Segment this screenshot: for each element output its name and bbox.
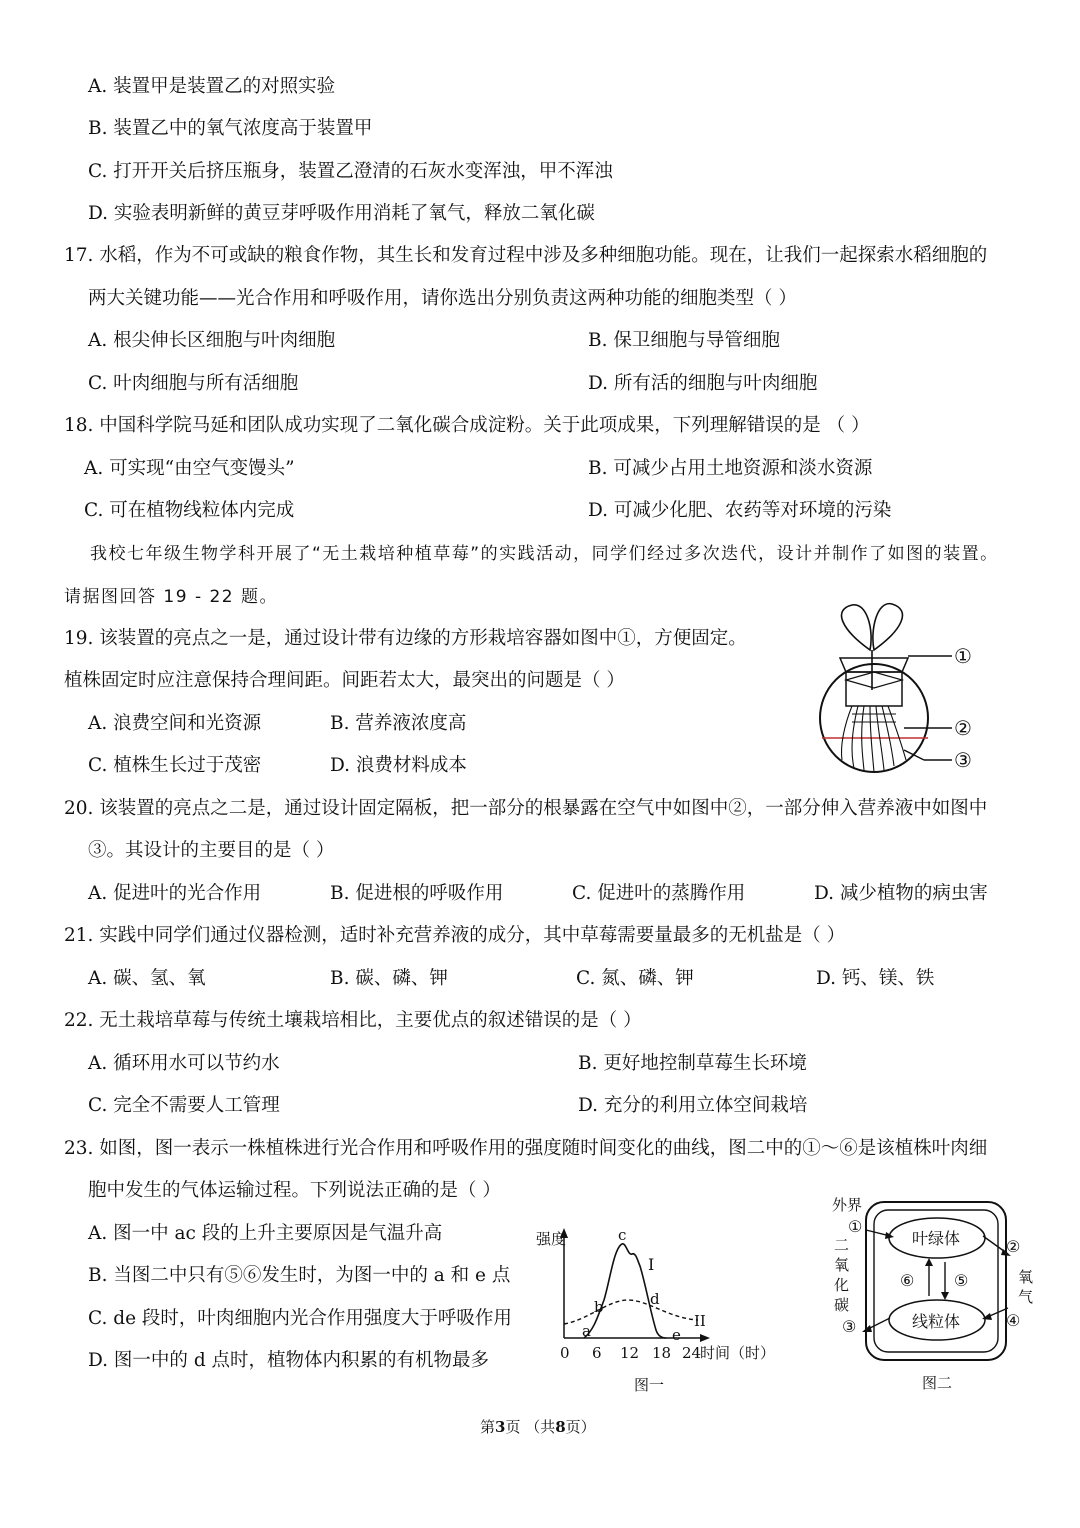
page-footer xyxy=(480,1414,596,1440)
arrow-1-head xyxy=(885,1232,894,1239)
co2-char-2: 氧 xyxy=(834,1256,850,1274)
q18-option-a: A. 可实现“由空气变馒头” xyxy=(84,458,295,479)
q22-stem: 22. 无土栽培草莓与传统土壤栽培相比，主要优点的叙述错误的是（ ） xyxy=(64,1010,642,1031)
q20-option-c: C. 促进叶的蒸腾作用 xyxy=(572,883,746,904)
outside-label: 外界 xyxy=(832,1196,863,1214)
q23-stem-line2: 胞中发生的气体运输过程。下列说法正确的是（ ） xyxy=(88,1180,501,1201)
q16-option-b: B. 装置乙中的氧气浓度高于装置甲 xyxy=(88,118,373,139)
co2-char-3: 化 xyxy=(834,1276,850,1294)
q23-option-b: B. 当图二中只有⑤⑥发生时，为图一中的 a 和 e 点 xyxy=(88,1265,511,1286)
q18-stem: 18. 中国科学院马延和团队成功实现了二氧化碳合成淀粉。关于此项成果，下列理解错误的是 （ ） xyxy=(64,415,870,436)
q20-option-a: A. 促进叶的光合作用 xyxy=(88,883,262,904)
q20-option-d: D. 减少植物的病虫害 xyxy=(814,883,988,904)
q18-option-d: D. 可减少化肥、农药等对环境的污染 xyxy=(588,500,892,521)
footer-post: 页） xyxy=(565,1418,596,1436)
arrow-5-head xyxy=(941,1292,949,1300)
q16-option-d: D. 实验表明新鲜的黄豆芽呼吸作用消耗了氧气，释放二氧化碳 xyxy=(88,203,595,224)
q22-option-c: C. 完全不需要人工管理 xyxy=(88,1095,280,1116)
point-e-label: e xyxy=(672,1326,681,1344)
hydroponic-device-figure xyxy=(812,600,992,780)
q21-option-c: C. 氮、磷、钾 xyxy=(576,968,694,989)
q23-option-c: C. de 段时，叶肉细胞内光合作用强度大于呼吸作用 xyxy=(88,1308,512,1329)
intro-line1: 我校七年级生物学科开展了“无土栽培种植草莓”的实践活动，同学们经过多次迭代，设计并制作了如图的装置。 xyxy=(90,544,999,564)
q23-option-a: A. 图一中 ac 段的上升主要原因是气温升高 xyxy=(88,1223,443,1244)
x-tick-6: 6 xyxy=(592,1344,602,1362)
q20-stem-line2: ③。其设计的主要目的是（ ） xyxy=(88,840,335,861)
x-tick-0: 0 xyxy=(560,1344,570,1362)
label-1: ① xyxy=(954,644,972,668)
num-5: ⑤ xyxy=(954,1271,969,1290)
figure-2-gas-exchange-diagram xyxy=(826,1190,1046,1400)
curve-ii-label: II xyxy=(694,1312,706,1330)
o2-char-2: 气 xyxy=(1018,1288,1034,1306)
label-2: ② xyxy=(954,716,972,740)
q17-stem-line1: 17. 水稻，作为不可或缺的粮食作物，其生长和发育过程中涉及多种细胞功能。现在，让我们一起探索水稻细胞的 xyxy=(64,245,988,266)
arrow-6-head xyxy=(925,1258,933,1266)
q23-stem-line1: 23. 如图，图一表示一株植株进行光合作用和呼吸作用的强度随时间变化的曲线，图二中的①～⑥是该植株叶肉细 xyxy=(64,1138,988,1159)
point-b-label: b xyxy=(594,1298,604,1316)
x-tick-24: 24 xyxy=(682,1344,702,1362)
co2-char-1: 二 xyxy=(834,1236,850,1254)
q19-stem-line2: 植株固定时应注意保持合理间距。间距若太大，最突出的问题是（ ） xyxy=(64,670,625,691)
curve-i-label: I xyxy=(648,1255,655,1274)
q19-option-b: B. 营养液浓度高 xyxy=(330,713,467,734)
num-1: ① xyxy=(848,1217,863,1236)
cup-top-face xyxy=(846,672,902,688)
q17-option-c: C. 叶肉细胞与所有活细胞 xyxy=(88,373,299,394)
q19-stem-line1: 19. 该装置的亮点之一是，通过设计带有边缘的方形栽培容器如图中①，方便固定。 xyxy=(64,628,747,649)
q21-option-b: B. 碳、磷、钾 xyxy=(330,968,448,989)
q16-option-c: C. 打开开关后挤压瓶身，装置乙澄清的石灰水变浑浊，甲不浑浊 xyxy=(88,161,613,182)
q20-stem-line1: 20. 该装置的亮点之二是，通过设计固定隔板，把一部分的根暴露在空气中如图中②，一部分伸入营养液中如图中 xyxy=(64,798,988,819)
chloroplast-label: 叶绿体 xyxy=(912,1229,961,1248)
q22-option-b: B. 更好地控制草莓生长环境 xyxy=(578,1053,807,1074)
y-axis-label: 强度 xyxy=(536,1230,567,1248)
footer-page-number: 3 xyxy=(495,1418,506,1436)
x-tick-18: 18 xyxy=(652,1344,672,1362)
x-axis-arrow xyxy=(700,1334,710,1342)
figure-1-intensity-chart xyxy=(528,1220,788,1400)
q17-option-b: B. 保卫细胞与导管细胞 xyxy=(588,330,780,351)
q21-option-d: D. 钙、镁、铁 xyxy=(816,968,935,989)
left-leaf xyxy=(842,605,872,650)
point-c-label: c xyxy=(618,1226,627,1244)
q19-option-a: A. 浪费空间和光资源 xyxy=(88,713,262,734)
right-leaf xyxy=(873,604,903,650)
footer-mid: 页 （共 xyxy=(505,1418,556,1436)
num-6: ⑥ xyxy=(900,1271,915,1290)
co2-char-4: 碳 xyxy=(834,1296,850,1314)
q21-stem: 21. 实践中同学们通过仪器检测，适时补充营养液的成分，其中草莓需要量最多的无机盐是（ ） xyxy=(64,925,846,946)
q17-stem-line2: 两大关键功能——光合作用和呼吸作用，请你选出分别负责这两种功能的细胞类型（ ） xyxy=(88,288,797,309)
footer-pre: 第 xyxy=(480,1418,496,1436)
num-2: ② xyxy=(1006,1237,1021,1256)
q18-option-b: B. 可减少占用土地资源和淡水资源 xyxy=(588,458,873,479)
q19-option-c: C. 植株生长过于茂密 xyxy=(88,755,262,776)
label-3: ③ xyxy=(954,748,972,772)
q22-option-d: D. 充分的利用立体空间栽培 xyxy=(578,1095,808,1116)
figure-1-caption: 图一 xyxy=(634,1376,665,1394)
q19-option-d: D. 浪费材料成本 xyxy=(330,755,467,776)
cell-outer xyxy=(866,1202,1006,1360)
figure-2-caption: 图二 xyxy=(922,1374,953,1392)
q22-option-a: A. 循环用水可以节约水 xyxy=(88,1053,280,1074)
num-3: ③ xyxy=(842,1317,857,1336)
container-circle xyxy=(820,664,928,772)
num-4: ④ xyxy=(1006,1311,1021,1330)
o2-char-1: 氧 xyxy=(1018,1268,1034,1286)
leader-3a xyxy=(904,750,924,760)
q21-option-a: A. 碳、氢、氧 xyxy=(88,968,206,989)
intro-line2: 请据图回答 19 - 22 题。 xyxy=(64,587,279,607)
q20-option-b: B. 促进根的呼吸作用 xyxy=(330,883,504,904)
point-a-label: a xyxy=(582,1322,591,1340)
x-axis-label: 时间（时） xyxy=(700,1344,776,1362)
q23-option-d: D. 图一中的 d 点时，植物体内积累的有机物最多 xyxy=(88,1350,490,1371)
curve-ii xyxy=(564,1300,698,1324)
q17-option-a: A. 根尖伸长区细胞与叶肉细胞 xyxy=(88,330,336,351)
q17-option-d: D. 所有活的细胞与叶肉细胞 xyxy=(588,373,818,394)
x-tick-12: 12 xyxy=(620,1344,640,1362)
footer-total-pages: 8 xyxy=(555,1418,566,1436)
roots xyxy=(841,706,906,772)
q16-option-a: A. 装置甲是装置乙的对照实验 xyxy=(88,76,336,97)
mitochondrion-label: 线粒体 xyxy=(912,1312,961,1331)
q18-option-c: C. 可在植物线粒体内完成 xyxy=(84,500,295,521)
point-d-label: d xyxy=(650,1290,660,1308)
